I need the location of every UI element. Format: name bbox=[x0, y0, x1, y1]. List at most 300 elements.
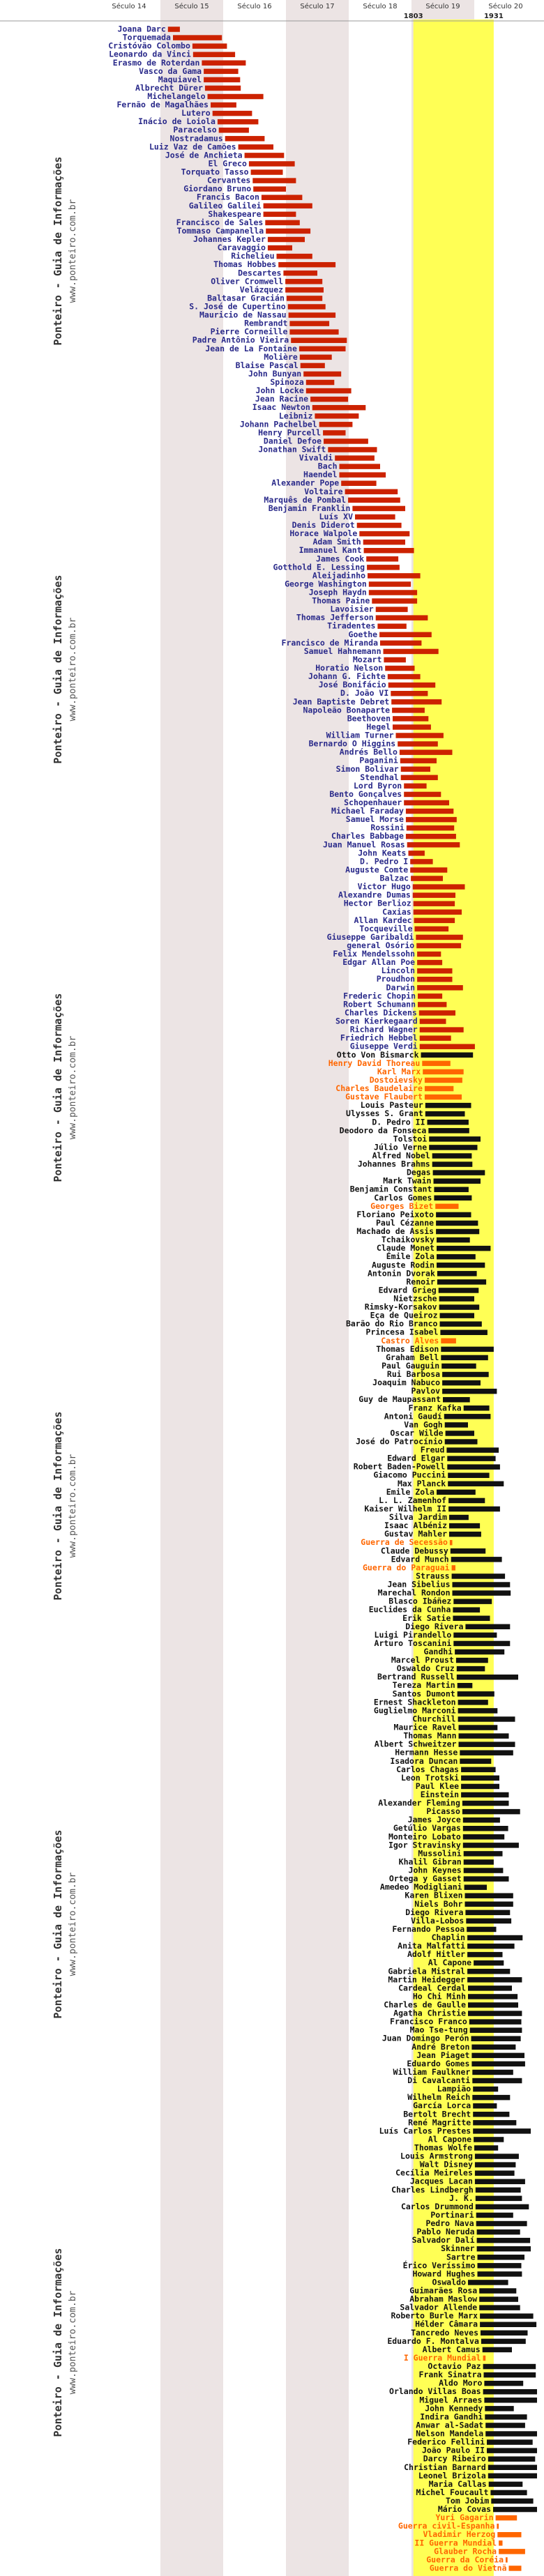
row-name: Jean Baptiste Debret bbox=[292, 696, 390, 707]
lifespan-bar bbox=[357, 523, 402, 528]
row-name: Thomas Edison bbox=[376, 1343, 439, 1354]
lifespan-bar bbox=[264, 204, 312, 208]
lifespan-bar bbox=[453, 1616, 490, 1621]
lifespan-bar bbox=[418, 1002, 446, 1007]
row-name: Auguste Rodin bbox=[371, 1260, 435, 1270]
lifespan-bar bbox=[363, 540, 405, 544]
lifespan-bar bbox=[367, 565, 400, 570]
lifespan-bar bbox=[376, 607, 408, 611]
row-name: Jean Sibelius bbox=[387, 1579, 451, 1590]
row-name: Ernest Shackleton bbox=[373, 1697, 456, 1707]
lifespan-bar bbox=[462, 1809, 520, 1814]
lifespan-bar bbox=[418, 993, 442, 998]
lifespan-bar bbox=[225, 136, 265, 141]
lifespan-bar bbox=[472, 2070, 513, 2075]
row-name: Al Capone bbox=[428, 2134, 472, 2144]
lifespan-bar bbox=[310, 397, 348, 402]
row-name: Jean Piaget bbox=[416, 2050, 470, 2060]
lifespan-bar bbox=[483, 2356, 486, 2361]
lifespan-bar bbox=[474, 2145, 498, 2150]
row-name: Agatha Christie bbox=[393, 2008, 466, 2018]
lifespan-bar bbox=[301, 363, 325, 368]
watermark-title: Ponteiro - Guia de Informações bbox=[52, 2248, 64, 2437]
row-name: Michael Faraday bbox=[331, 806, 404, 816]
lifespan-bar bbox=[449, 1515, 469, 1520]
row-name: Tiradentes bbox=[327, 620, 376, 631]
lifespan-bar bbox=[493, 2507, 537, 2512]
lifespan-bar bbox=[219, 128, 249, 132]
lifespan-bar bbox=[437, 1271, 477, 1276]
lifespan-bar bbox=[299, 346, 346, 351]
row-name: Richard Wagner bbox=[349, 1024, 418, 1035]
row-name: Júlio Verne bbox=[374, 1142, 428, 1152]
row-name: Ulysses S. Grant bbox=[346, 1108, 423, 1119]
lifespan-bar bbox=[423, 1069, 464, 1074]
row-name: José do Patrocínio bbox=[356, 1436, 443, 1447]
row-name: Bernardo O Higgins bbox=[308, 738, 396, 749]
row-name: Al Capone bbox=[428, 1958, 472, 1968]
lifespan-bar bbox=[348, 498, 400, 503]
lifespan-bar bbox=[458, 1691, 494, 1696]
row-name: Érico Veríssimo bbox=[402, 2260, 476, 2271]
lifespan-bar bbox=[497, 2524, 499, 2529]
lifespan-bar bbox=[340, 464, 381, 468]
row-name: Jean de La Fontaine bbox=[205, 343, 297, 353]
watermark-title: Ponteiro - Guia de Informações bbox=[52, 156, 64, 346]
lifespan-bar bbox=[445, 1422, 468, 1427]
row-name: João Paulo II bbox=[421, 2445, 485, 2455]
lifespan-bar bbox=[450, 1540, 453, 1545]
row-name: Jonathan Swift bbox=[258, 444, 326, 455]
lifespan-bar bbox=[478, 2255, 525, 2259]
row-name: Skinner bbox=[441, 2243, 475, 2254]
row-name: Sartre bbox=[446, 2252, 476, 2262]
lifespan-bar bbox=[467, 1977, 522, 1982]
row-name: Guglielmo Marconi bbox=[373, 1705, 456, 1716]
row-name: Darcy Ribeiro bbox=[423, 2453, 486, 2464]
lifespan-bar bbox=[400, 758, 437, 763]
row-name: Aldo Moro bbox=[439, 2378, 483, 2388]
row-name: Machado de Assis bbox=[356, 1226, 435, 1237]
row-name: Alexander Pope bbox=[271, 478, 340, 488]
row-name: Blasco Ibáñez bbox=[388, 1596, 452, 1606]
row-name: Hegel bbox=[366, 722, 391, 732]
watermark-url: www.ponteiro.com.br bbox=[68, 199, 78, 303]
row-name: Erasmo de Roterdan bbox=[112, 57, 200, 68]
lifespan-bar bbox=[415, 927, 449, 931]
lifespan-bar bbox=[461, 1767, 496, 1772]
row-name: Samuel Hahnemann bbox=[303, 646, 381, 656]
row-name: José de Anchieta bbox=[165, 150, 243, 160]
lifespan-bar bbox=[462, 1801, 509, 1806]
row-name: Picasso bbox=[426, 1806, 460, 1817]
lifespan-bar bbox=[434, 1196, 471, 1201]
lifespan-bar bbox=[451, 1557, 502, 1562]
row-name: Igor Stravinsky bbox=[388, 1840, 461, 1850]
row-name: Fernão de Magalhães bbox=[116, 100, 209, 110]
year-tick-label: 1931 bbox=[483, 13, 504, 20]
lifespan-bar bbox=[435, 1204, 458, 1209]
lifespan-bar bbox=[439, 1296, 474, 1301]
row-name: Rembrandt bbox=[244, 318, 288, 328]
row-name: Jean Racine bbox=[255, 394, 309, 404]
row-name: Andrés Bello bbox=[339, 747, 398, 757]
lifespan-bar bbox=[328, 447, 377, 452]
lifespan-bar bbox=[413, 892, 455, 897]
lifespan-bar bbox=[437, 1263, 485, 1267]
lifespan-bar bbox=[168, 26, 180, 31]
row-name: Dostoievsky bbox=[369, 1074, 423, 1085]
row-name: Guerra da Coréia bbox=[426, 2554, 504, 2565]
lifespan-bar bbox=[289, 312, 336, 317]
row-name: Tereza Martin bbox=[392, 1680, 455, 1691]
row-name: Louis Pasteur bbox=[360, 1100, 423, 1111]
lifespan-bar bbox=[429, 1145, 477, 1150]
row-name: Salvador Allende bbox=[400, 2302, 478, 2312]
row-name: Marquês de Pombal bbox=[264, 494, 347, 505]
lifespan-bar bbox=[451, 1548, 485, 1553]
row-name: Diego Rivera bbox=[405, 1907, 464, 1917]
row-name: Howard Hughes bbox=[412, 2269, 476, 2279]
lifespan-bar bbox=[401, 775, 438, 780]
lifespan-bar bbox=[266, 229, 310, 234]
lifespan-bar bbox=[264, 212, 296, 217]
lifespan-bar bbox=[453, 1607, 480, 1612]
row-name: Charles Babbage bbox=[331, 831, 404, 841]
row-name: Karen Blixen bbox=[405, 1890, 463, 1900]
row-name: Pavlov bbox=[411, 1386, 441, 1396]
lifespan-bar bbox=[421, 1053, 474, 1058]
lifespan-bar bbox=[406, 834, 456, 839]
lifespan-bar bbox=[416, 935, 463, 940]
watermark bbox=[52, 993, 78, 1182]
century-label: Século 18 bbox=[363, 3, 398, 10]
row-name: Aleijadinho bbox=[312, 570, 365, 581]
row-name: Rimsky-Korsakov bbox=[364, 1302, 437, 1312]
row-name: Francis Bacon bbox=[196, 192, 259, 202]
row-name: Robert Baden-Powell bbox=[353, 1461, 446, 1472]
row-name: Santos Dumont bbox=[392, 1689, 455, 1699]
row-name: Joana Darc bbox=[117, 24, 166, 34]
lifespan-bar bbox=[384, 649, 439, 654]
row-name: Luigi Pirandello bbox=[374, 1629, 452, 1640]
century-band bbox=[160, 0, 223, 2576]
row-name: Leonel Brizola bbox=[418, 2470, 486, 2480]
lifespan-bar bbox=[453, 1590, 511, 1595]
row-name: Hector Berlioz bbox=[343, 898, 411, 908]
row-name: Gabriela Mistral bbox=[388, 1966, 466, 1976]
lifespan-bar bbox=[468, 2002, 518, 2007]
century-label: Século 20 bbox=[488, 3, 523, 10]
row-name: Thomas Mann bbox=[403, 1730, 457, 1741]
lifespan-bar bbox=[483, 2389, 537, 2394]
row-name: Orlando Villas Boas bbox=[389, 2386, 481, 2397]
row-name: Khalil Gibran bbox=[398, 1857, 462, 1867]
row-name: Alexander Fleming bbox=[378, 1798, 460, 1808]
row-name: Barão do Rio Branco bbox=[345, 1318, 438, 1329]
row-name: Émile Zola bbox=[386, 1251, 435, 1262]
lifespan-bar bbox=[441, 1364, 476, 1369]
lifespan-bar bbox=[417, 960, 442, 965]
row-name: Ortega y Gasset bbox=[388, 1873, 462, 1884]
lifespan-bar bbox=[406, 817, 457, 822]
lifespan-bar bbox=[368, 573, 421, 578]
lifespan-bar bbox=[443, 1397, 470, 1402]
row-name: Horace Walpole bbox=[289, 528, 358, 539]
row-name: Hermann Hesse bbox=[395, 1747, 458, 1758]
lifespan-bar bbox=[484, 2398, 537, 2402]
row-name: Nostradamus bbox=[169, 133, 223, 144]
row-name: Pedro Nava bbox=[425, 2218, 474, 2229]
lifespan-bar bbox=[345, 489, 398, 494]
row-name: Thomas Paine bbox=[312, 595, 370, 606]
row-name: Lord Byron bbox=[353, 780, 402, 791]
lifespan-bar bbox=[376, 615, 428, 620]
row-name: Mussolini bbox=[418, 1848, 462, 1859]
row-name: Guerra civil-Espanha bbox=[398, 2521, 495, 2531]
lifespan-bar bbox=[335, 455, 375, 460]
lifespan-bar bbox=[447, 1456, 495, 1461]
lifespan-bar bbox=[396, 733, 444, 738]
century-label: Século 19 bbox=[425, 3, 460, 10]
row-name: Oscar Wilde bbox=[390, 1428, 444, 1438]
lifespan-bar bbox=[265, 220, 300, 225]
row-name: Samuel Morse bbox=[345, 814, 404, 825]
row-name: Graham Bell bbox=[386, 1352, 439, 1362]
row-name: Caxias bbox=[382, 906, 411, 917]
lifespan-bar bbox=[457, 1666, 485, 1671]
row-name: Indira Gandhi bbox=[420, 2411, 483, 2422]
lifespan-bar bbox=[442, 1389, 497, 1394]
lifespan-bar bbox=[388, 683, 436, 687]
row-name: Guerra do Paraguai bbox=[362, 1562, 450, 1573]
row-name: Horatio Nelson bbox=[315, 663, 384, 673]
row-name: Paul Cézanne bbox=[376, 1217, 435, 1228]
row-name: Pablo Neruda bbox=[416, 2227, 475, 2237]
lifespan-bar bbox=[251, 169, 283, 174]
row-name: Van Gogh bbox=[404, 1419, 443, 1430]
lifespan-bar bbox=[446, 1447, 499, 1452]
lifespan-bar bbox=[464, 1876, 509, 1881]
row-name: Karl Marx bbox=[377, 1066, 421, 1076]
lifespan-bar bbox=[192, 43, 227, 48]
row-name: Christian Barnard bbox=[404, 2462, 486, 2472]
lifespan-bar bbox=[425, 1103, 471, 1108]
lifespan-bar bbox=[480, 2322, 536, 2327]
lifespan-bar bbox=[449, 1523, 480, 1528]
lifespan-bar bbox=[432, 1161, 473, 1166]
lifespan-bar bbox=[285, 287, 324, 292]
row-name: Michel Foucault bbox=[416, 2487, 489, 2497]
lifespan-bar bbox=[253, 186, 286, 191]
lifespan-bar bbox=[388, 674, 421, 679]
row-name: Mark Twain bbox=[383, 1175, 432, 1186]
row-name: Mozart bbox=[352, 654, 382, 664]
row-name: Vasco da Gama bbox=[139, 66, 202, 76]
row-name: Bertrand Russell bbox=[377, 1672, 455, 1682]
row-name: John Keynes bbox=[408, 1865, 462, 1875]
watermark-url: www.ponteiro.com.br bbox=[68, 617, 78, 722]
lifespan-bar bbox=[432, 1153, 472, 1158]
row-name: Di Cavalcanti bbox=[407, 2075, 471, 2086]
row-name: Torquemada bbox=[122, 32, 171, 43]
lifespan-bar bbox=[420, 1044, 475, 1049]
lifespan-bar bbox=[489, 2482, 523, 2487]
lifespan-bar bbox=[497, 2532, 521, 2537]
lifespan-bar bbox=[204, 77, 240, 82]
row-name: Blaise Pascal bbox=[235, 360, 299, 370]
row-name: Johann Pachelbel bbox=[239, 419, 317, 429]
lifespan-bar bbox=[425, 1078, 462, 1083]
lifespan-bar bbox=[478, 2263, 522, 2268]
lifespan-bar bbox=[453, 1582, 511, 1587]
lifespan-bar bbox=[385, 666, 414, 671]
row-name: Louis Armstrong bbox=[400, 2151, 473, 2161]
lifespan-bar bbox=[488, 2474, 537, 2478]
row-name: L. L. Zamenhof bbox=[379, 1495, 447, 1505]
row-name: Joaquim Nabuco bbox=[372, 1378, 441, 1388]
row-name: George Washington bbox=[285, 579, 367, 589]
row-name: Stendhal bbox=[360, 772, 399, 782]
row-name: John Keats bbox=[358, 848, 407, 858]
lifespan-bar bbox=[319, 422, 353, 427]
lifespan-bar bbox=[484, 2381, 523, 2386]
lifespan-bar bbox=[459, 1725, 498, 1730]
row-name: Vladimir Herzog bbox=[423, 2529, 496, 2540]
row-name: Voltaire bbox=[304, 486, 343, 496]
row-name: Gustav Mahler bbox=[384, 1529, 447, 1539]
lifespan-bar bbox=[406, 809, 453, 814]
watermark-url: www.ponteiro.com.br bbox=[68, 1872, 78, 1976]
lifespan-bar bbox=[466, 1919, 511, 1923]
row-name: Bento Gonçalves bbox=[329, 788, 402, 799]
row-name: Johannes Kepler bbox=[193, 234, 266, 245]
lifespan-bar bbox=[173, 35, 222, 40]
lifespan-bar bbox=[436, 1221, 478, 1226]
row-name: Henry David Thoreau bbox=[328, 1058, 421, 1068]
lifespan-bar bbox=[417, 952, 441, 957]
lifespan-bar bbox=[289, 321, 329, 326]
row-name: Lavoisier bbox=[330, 604, 374, 614]
row-name: Daniel Defoe bbox=[263, 436, 322, 446]
lifespan-bar bbox=[410, 867, 447, 872]
lifespan-bar bbox=[287, 296, 322, 300]
lifespan-bar bbox=[414, 901, 455, 906]
row-name: Galileo Galilei bbox=[188, 200, 262, 211]
lifespan-bar bbox=[456, 1658, 488, 1663]
lifespan-bar bbox=[359, 531, 409, 536]
row-name: Simon Bolivar bbox=[335, 763, 399, 774]
lifespan-bar bbox=[464, 1405, 490, 1410]
lifespan-bar bbox=[393, 724, 431, 729]
lifespan-bar bbox=[477, 2238, 531, 2243]
row-name: Cervantes bbox=[206, 175, 251, 185]
row-name: Mauricio de Nassau bbox=[199, 310, 287, 320]
lifespan-bar bbox=[416, 943, 461, 948]
lifespan-bar bbox=[193, 52, 235, 56]
lifespan-bar bbox=[218, 119, 259, 124]
lifespan-bar bbox=[467, 1969, 510, 1974]
lifespan-bar bbox=[433, 1170, 485, 1175]
lifespan-bar bbox=[471, 2053, 524, 2058]
lifespan-bar bbox=[465, 1910, 510, 1915]
row-name: Frank Sinatra bbox=[418, 2370, 482, 2380]
lifespan-bar bbox=[487, 2439, 533, 2444]
row-name: S. José de Cupertino bbox=[189, 301, 286, 312]
lifespan-bar bbox=[481, 2331, 528, 2335]
row-name: Leibniz bbox=[278, 411, 313, 421]
row-name: Princesa Isabel bbox=[365, 1327, 439, 1337]
century-label: Século 17 bbox=[300, 3, 335, 10]
lifespan-bar bbox=[447, 1464, 500, 1469]
lifespan-bar bbox=[417, 977, 452, 982]
lifespan-bar bbox=[306, 380, 335, 385]
lifespan-bar bbox=[479, 2305, 520, 2310]
lifespan-bar bbox=[475, 2170, 515, 2175]
row-name: Franz Kafka bbox=[408, 1403, 462, 1413]
lifespan-bar bbox=[476, 2213, 513, 2218]
row-name: Tchaikovsky bbox=[381, 1235, 435, 1245]
lifespan-bar bbox=[458, 1716, 515, 1721]
lifespan-bar bbox=[496, 2515, 517, 2520]
lifespan-bar bbox=[472, 2078, 522, 2083]
row-name: Carlos Drummond bbox=[400, 2201, 474, 2211]
lifespan-bar bbox=[355, 515, 395, 519]
lifespan-bar bbox=[400, 749, 453, 754]
row-name: Leonardo da Vinci bbox=[109, 49, 191, 59]
row-name: Benjamin Franklin bbox=[268, 503, 351, 513]
watermark bbox=[52, 2248, 78, 2437]
row-name: Proudhon bbox=[376, 974, 416, 984]
row-name: Soren Kierkegaard bbox=[335, 1016, 418, 1026]
row-name: Cristóvão Colombo bbox=[108, 40, 190, 51]
lifespan-bar bbox=[471, 2045, 515, 2050]
watermark-title: Ponteiro - Guia de Informações bbox=[52, 1411, 64, 1601]
lifespan-bar bbox=[239, 144, 273, 149]
row-name: Eça de Queiroz bbox=[370, 1310, 438, 1320]
lifespan-bar bbox=[452, 1565, 455, 1570]
lifespan-bar bbox=[422, 1061, 451, 1066]
row-name: Lampião bbox=[437, 2084, 471, 2094]
row-name: Paul Gauguin bbox=[381, 1360, 440, 1371]
row-name: Henry Purcell bbox=[258, 427, 322, 438]
lifespan-bar bbox=[484, 2372, 536, 2377]
watermark bbox=[52, 1830, 78, 2019]
lifespan-bar bbox=[444, 1414, 491, 1419]
row-name: Carlos Chagas bbox=[396, 1764, 460, 1774]
lifespan-bar bbox=[392, 708, 425, 712]
row-name: Balzac bbox=[379, 873, 409, 883]
row-name: Francisco de Sales bbox=[176, 217, 264, 227]
row-name: Niels Bohr bbox=[414, 1898, 463, 1909]
lifespan-bar bbox=[445, 1439, 478, 1444]
row-name: Pierre Corneille bbox=[210, 326, 288, 337]
row-name: John Locke bbox=[255, 386, 304, 396]
row-name: Caravaggio bbox=[217, 243, 266, 253]
lifespan-bar bbox=[468, 1986, 512, 1990]
lifespan-bar bbox=[442, 1380, 481, 1385]
lifespan-bar bbox=[249, 161, 295, 166]
row-name: Castro Alves bbox=[381, 1335, 439, 1346]
lifespan-bar bbox=[487, 2448, 537, 2453]
watermark bbox=[52, 1412, 78, 1601]
row-name: Abraham Maslow bbox=[409, 2294, 478, 2304]
row-name: Floriano Peixoto bbox=[356, 1209, 435, 1219]
row-name: Ho Chi Minh bbox=[412, 1991, 466, 2002]
row-name: André Breton bbox=[411, 2041, 470, 2052]
lifespan-bar bbox=[461, 1792, 508, 1797]
row-name: Thomas Jefferson bbox=[296, 612, 374, 623]
